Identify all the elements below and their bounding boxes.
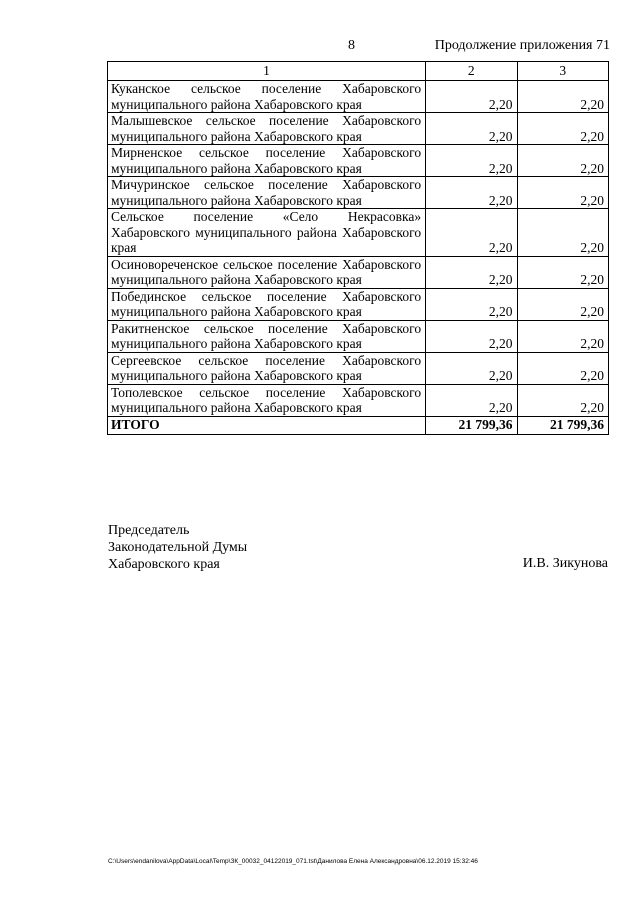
continuation-label: Продолжение приложения 71 <box>434 38 610 53</box>
total-row <box>108 416 609 434</box>
value-cell-col3: 2,20 <box>517 177 608 209</box>
signatory-name: И.В. Зикунова <box>522 556 608 571</box>
table-row <box>108 320 609 352</box>
value-cell-col2: 2,20 <box>426 384 517 416</box>
total-value-col2: 21 799,36 <box>426 416 517 434</box>
settlement-name-cell: Мичуринское сельское поселение Хабаровского муниципального района Хабаровского края <box>108 177 426 209</box>
table-row <box>108 256 609 288</box>
settlement-name-cell: Тополевское сельское поселение Хабаровского муниципального района Хабаровского края <box>108 384 426 416</box>
value-cell-col2: 2,20 <box>426 320 517 352</box>
table-row <box>108 352 609 384</box>
value-cell-col3: 2,20 <box>517 352 608 384</box>
settlement-name-cell: Сельское поселение «Село Некрасовка» Хабаровского муниципального района Хабаровского края <box>108 209 426 257</box>
settlement-name-cell: Осиновореченское сельское поселение Хабаровского муниципального района Хабаровского края <box>108 256 426 288</box>
value-cell-col2: 2,20 <box>426 352 517 384</box>
settlement-name-cell: Куканское сельское поселение Хабаровского муниципального района Хабаровского края <box>108 81 426 113</box>
value-cell-col3: 2,20 <box>517 113 608 145</box>
table-row <box>108 81 609 113</box>
value-cell-col3: 2,20 <box>517 145 608 177</box>
settlement-name-cell: Ракитненское сельское поселение Хабаровского муниципального района Хабаровского края <box>108 320 426 352</box>
signature-block <box>108 522 247 573</box>
table-row <box>108 384 609 416</box>
value-cell-col3: 2,20 <box>517 384 608 416</box>
table-header-row <box>108 62 609 81</box>
table-row <box>108 113 609 145</box>
table-row <box>108 145 609 177</box>
table-row <box>108 177 609 209</box>
page-number: 8 <box>348 38 355 53</box>
signature-title-line-2: Законодательной Думы <box>108 540 248 555</box>
settlement-name-cell: Мирненское сельское поселение Хабаровского муниципального района Хабаровского края <box>108 145 426 177</box>
settlement-name-cell: Сергеевское сельское поселение Хабаровского муниципального района Хабаровского края <box>108 352 426 384</box>
footer-file-path: C:\Users\endanilova\AppData\Local\Temp\ЗК_00032_04122019_071.tst\Данилова Елена Александровна\06.12.2019 15:32:46 <box>108 858 478 865</box>
total-label: ИТОГО <box>108 416 426 434</box>
value-cell-col3: 2,20 <box>517 81 608 113</box>
table-row <box>108 288 609 320</box>
value-cell-col2: 2,20 <box>426 209 517 257</box>
settlement-name-cell: Малышевское сельское поселение Хабаровского муниципального района Хабаровского края <box>108 113 426 145</box>
value-cell-col2: 2,20 <box>426 81 517 113</box>
value-cell-col3: 2,20 <box>517 209 608 257</box>
value-cell-col3: 2,20 <box>517 288 608 320</box>
column-header-1: 1 <box>108 62 426 81</box>
value-cell-col2: 2,20 <box>426 145 517 177</box>
value-cell-col3: 2,20 <box>517 256 608 288</box>
settlement-name-cell: Побединское сельское поселение Хабаровского муниципального района Хабаровского края <box>108 288 426 320</box>
data-table <box>107 61 609 435</box>
signature-title-line-1: Председатель <box>108 523 190 538</box>
table-row <box>108 209 609 257</box>
value-cell-col2: 2,20 <box>426 288 517 320</box>
value-cell-col3: 2,20 <box>517 320 608 352</box>
column-header-3: 3 <box>517 62 608 81</box>
value-cell-col2: 2,20 <box>426 177 517 209</box>
column-header-2: 2 <box>426 62 517 81</box>
total-value-col3: 21 799,36 <box>517 416 608 434</box>
value-cell-col2: 2,20 <box>426 113 517 145</box>
signature-title-line-3: Хабаровского края <box>108 557 220 572</box>
value-cell-col2: 2,20 <box>426 256 517 288</box>
